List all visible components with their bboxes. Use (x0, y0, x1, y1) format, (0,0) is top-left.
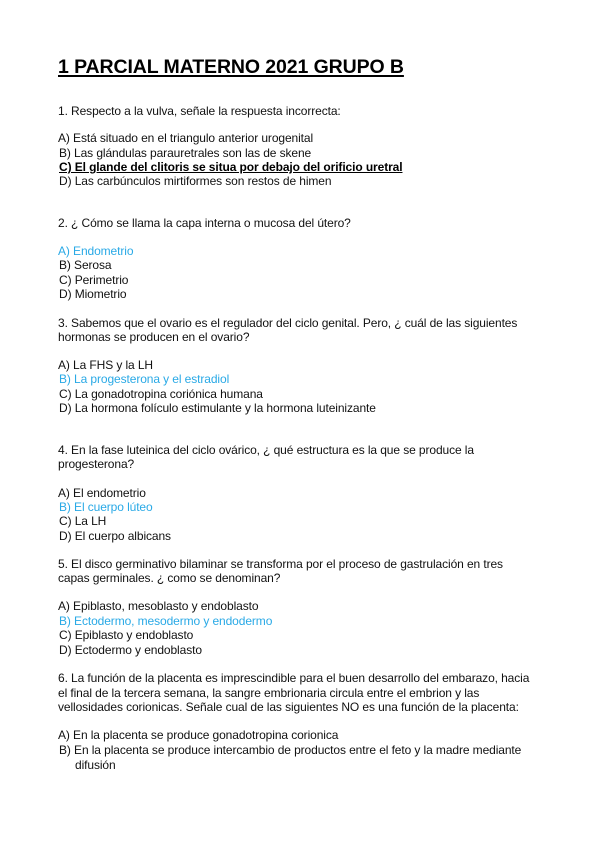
question-6-option-b: B) En la placenta se produce intercambio de productos entre el feto y la madre mediante (59, 743, 522, 757)
question-5-option-c: C) Epiblasto y endoblasto (59, 628, 194, 642)
question-6-option-b-continuation: difusión (75, 758, 116, 772)
question-3-option-a: A) La FHS y la LH (58, 358, 153, 372)
question-4-option-b-correct: B) El cuerpo lúteo (59, 500, 153, 514)
question-2-option-c: C) Perimetrio (59, 273, 129, 287)
question-4-stem-line-2: progesterona? (58, 457, 135, 471)
question-3-option-c: C) La gonadotropina coriónica humana (59, 387, 263, 401)
question-1-option-c-marked-answer: C) El glande del clitoris se situa por debajo del orificio uretral (59, 160, 403, 174)
question-4-option-a: A) El endometrio (58, 486, 146, 500)
question-5-option-d: D) Ectodermo y endoblasto (59, 643, 202, 657)
question-2-option-b: B) Serosa (59, 258, 112, 272)
question-3-stem-line-1: 3. Sabemos que el ovario es el regulador del ciclo genital. Pero, ¿ cuál de las siguientes (58, 316, 518, 330)
question-4-option-d: D) El cuerpo albicans (59, 529, 171, 543)
question-1-option-b: B) Las glándulas parauretrales son las de skene (59, 146, 312, 160)
question-2-option-a-correct: A) Endometrio (58, 244, 134, 258)
question-6-stem-line-1: 6. La función de la placenta es imprescindible para el buen desarrollo del embarazo, hacia (58, 671, 530, 685)
question-4-stem-line-1: 4. En la fase luteinica del ciclo ovárico, ¿ qué estructura es la que se produce la (58, 443, 474, 457)
question-2-option-d: D) Miometrio (59, 287, 127, 301)
question-3-option-d: D) La hormona folículo estimulante y la hormona luteinizante (59, 401, 376, 415)
question-1-option-d: D) Las carbúnculos mirtiformes son restos de himen (59, 174, 332, 188)
question-6-stem-line-3: vellosidades corionicas. Señale cual de las siguientes NO es una función de la placenta: (58, 700, 519, 714)
question-5-stem-line-1: 5. El disco germinativo bilaminar se transforma por el proceso de gastrulación en tres (58, 557, 503, 571)
question-5-stem-line-2: capas germinales. ¿ como se denominan? (58, 571, 281, 585)
question-3-stem-line-2: hormonas se producen en el ovario? (58, 330, 250, 344)
question-5-option-b-correct: B) Ectodermo, mesodermo y endodermo (59, 614, 273, 628)
page-title: 1 PARCIAL MATERNO 2021 GRUPO B (58, 56, 404, 78)
question-6-option-a: A) En la placenta se produce gonadotropina corionica (58, 728, 339, 742)
question-6-stem-line-2: el final de la tercera semana, la sangre embrionaria circula entre el embrion y las (58, 686, 480, 700)
question-3-option-b-correct: B) La progesterona y el estradiol (59, 372, 230, 386)
question-1-option-a: A) Está situado en el triangulo anterior urogenital (58, 131, 314, 145)
question-4-option-c: C) La LH (59, 514, 107, 528)
question-1-stem: 1. Respecto a la vulva, señale la respuesta incorrecta: (58, 104, 341, 118)
question-2-stem: 2. ¿ Cómo se llama la capa interna o mucosa del útero? (58, 216, 351, 230)
question-5-option-a: A) Epiblasto, mesoblasto y endoblasto (58, 599, 259, 613)
